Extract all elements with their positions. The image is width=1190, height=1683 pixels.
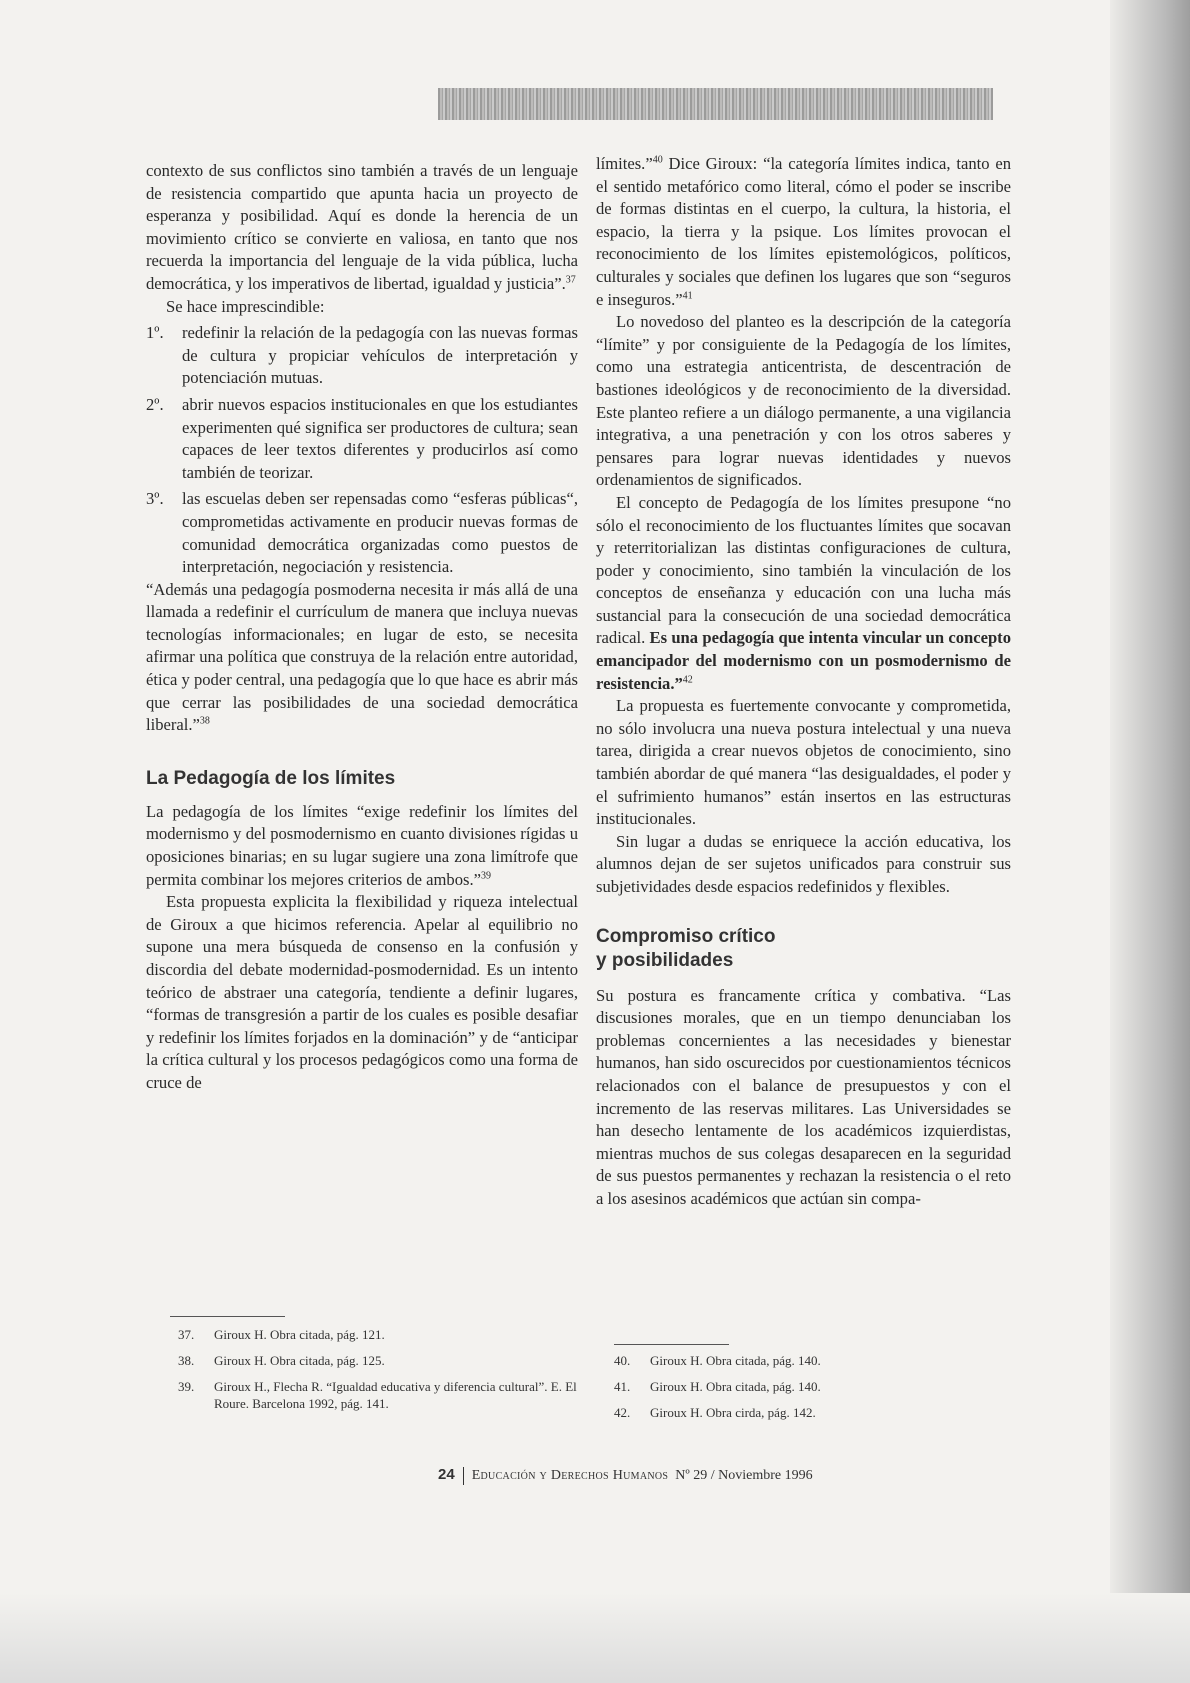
- publication-name: Educación y Derechos Humanos: [471, 1468, 669, 1483]
- footer-divider: [463, 1467, 464, 1485]
- issue-info: Nº 29 / Noviembre 1996: [675, 1468, 813, 1483]
- footnote-rule: [170, 1316, 285, 1317]
- numbered-list: [146, 322, 578, 579]
- intro-paragraph: contexto de sus conflictos sino también a través de un lenguaje de resistencia compartido que apunta hacia un proyecto de esperanza y posibilidad. Aquí es donde la herencia de un movimiento crítico se convierte en valiosa, en tanto que nos recuerda la importancia del lenguaje de la vida pública, lucha democrática, y los imperativos de libertad, igualdad y justicia”.$^{37}$: [146, 161, 578, 293]
- page-edge-shadow: [1110, 0, 1190, 1683]
- page-number: 24: [438, 1466, 455, 1483]
- section-heading: La Pedagogía de los límites: [146, 767, 396, 789]
- list-text: las escuelas deben ser repensadas como “esferas públicas“, comprometidas activamente en producir nuevas formas de comunidad democrática organizadas como puestos de interpretación, negociación y resistencia.: [182, 489, 578, 577]
- footnote-rule: [614, 1344, 729, 1345]
- bottom-shadow: [0, 1593, 1190, 1683]
- footnote: 42. Giroux H. Obra cirda, pág. 142.: [614, 1405, 816, 1420]
- footnote-ref: 38: [199, 715, 210, 727]
- footnote-ref: 41: [682, 290, 693, 302]
- footnotes-right: [614, 1352, 994, 1430]
- left-column: [146, 160, 578, 1095]
- body-paragraph: Lo novedoso del planteo es la descripción de la categoría “límite” y por consiguiente de la Pedagogía de los límites, como una estrategia anticentrista, de descentración de bastiones ideológicos y de reconocimiento de la diversidad. Este planteo refiere a un diálogo permanente, a una vigilancia integrativa, a una penetración y con los otros saberes y pensares para lograr nuevas identidades y nuevos ordenamientos de significados.: [596, 312, 1011, 490]
- body-paragraph: El concepto de Pedagogía de los límites presupone “no sólo el reconocimiento de los fluctuantes límites que socavan y reterritorializan las distintas configuraciones de cultura, poder y conocimiento, sino también la vinculación de los conceptos de enseñanza y educación con una lucha más sustancial para la consecución de una sociedad democrática radical. Es una pedagogía que intenta vincular un concepto emancipador del modernismo con un posmodernismo de resistencia.”$^{42}$: [596, 492, 1011, 693]
- footnotes-left: [178, 1326, 578, 1421]
- footnote-ref: 37: [565, 274, 576, 286]
- footnote: 41. Giroux H. Obra citada, pág. 140.: [614, 1379, 821, 1394]
- page-footer: [438, 1466, 813, 1485]
- section-heading: Compromiso crítico y posibilidades: [596, 925, 776, 971]
- body-paragraph: Sin lugar a dudas se enriquece la acción educativa, los alumnos dejan de ser sujetos unificados para construir sus subjetividades desde espacios redefinidos y flexibles.: [596, 831, 1011, 896]
- right-column: [596, 153, 1011, 1211]
- list-number: 2º.: [146, 394, 164, 414]
- footnote-ref: 40: [652, 154, 663, 166]
- list-item: [146, 488, 578, 578]
- footnote-ref: 39: [481, 870, 491, 882]
- footnote-ref: 42: [682, 674, 693, 686]
- list-number: 3º.: [146, 489, 164, 509]
- body-paragraph: La propuesta es fuertemente convocante y comprometida, no sólo involucra una nueva postura intelectual y una nueva tarea, dirigida a crear nuevos objetos de conocimiento, sino también abordar de qué manera “las desigualdades, el poder y el sufrimiento humanos” están insertos en las estructuras institucionales.: [596, 696, 1011, 829]
- list-text: abrir nuevos espacios institucionales en que los estudiantes experimenten qué significa ser productores de cultura; sean capaces de leer textos diferentes y producirlos así como también de teorizar.: [182, 394, 578, 482]
- list-number: 1º.: [146, 323, 164, 343]
- header-band: [438, 88, 993, 120]
- footnote: 37. Giroux H. Obra citada, pág. 121.: [178, 1327, 385, 1342]
- body-paragraph: Esta propuesta explicita la flexibilidad y riqueza intelectual de Giroux a que hicimos referencia. Apelar al equilibrio no supone una mera búsqueda de consenso en la confusión y discordia del debate modernidad-posmodernidad. Es un intento teórico de abstraer una categoría, tendiente a definir lugares, “formas de transgresión a partir de los cuales es posible desafiar y redefinir los límites forjados en la dominación” y de “anticipar la crítica cultural y los procesos pedagógicos como una forma de cruce de: [146, 892, 578, 1092]
- body-paragraph: La pedagogía de los límites “exige redefinir los límites del modernismo y del posmodernismo en cuanto divisiones rígidas u oposiciones binarias; en su lugar sugiere una zona limítrofe que permita combinar los mejores criterios de ambos.”$^{39}$: [146, 801, 578, 889]
- list-item: [146, 394, 578, 484]
- footnote: 38. Giroux H. Obra citada, pág. 125.: [178, 1353, 385, 1368]
- lead-text: Se hace imprescindible:: [166, 296, 325, 316]
- footnote: 39. Giroux H., Flecha R. “Igualdad educativa y diferencia cultural”. E. El Roure. Barcelona 1992, pág. 141.: [178, 1379, 577, 1411]
- bold-emphasis: Es una pedagogía que intenta vincular un concepto emancipador del modernismo con un posmodernismo de resistencia.”: [596, 628, 1011, 693]
- body-paragraph: límites.”$^{40}$ Dice Giroux: “la categoría límites indica, tanto en el sentido metafórico como literal, cómo el poder se inscribe de formas distintas en el cuerpo, la cultura, la historia, el espacio, la tierra y la psique. Los límites provocan el reconocimiento de los límites epistemológicos, políticos, culturales y sociales que definen los lugares que son “seguros e inseguros.”$^{41}$: [596, 154, 1011, 309]
- footnote: 40. Giroux H. Obra citada, pág. 140.: [614, 1353, 821, 1368]
- list-text: redefinir la relación de la pedagogía con las nuevas formas de cultura y propiciar vehículos de interpretación y potenciación mutuas.: [182, 323, 578, 388]
- body-paragraph: Su postura es francamente crítica y combativa. “Las discusiones morales, que en un tiempo denunciaban los problemas concernientes a las necesidades y bienestar humanos, han sido oscurecidos por cuestionamientos técnicos relacionados con el balance de presupuestos y con el incremento de las reservas militares. Las Universidades se han desecho lentamente de los académicos izquierdistas, mientras muchos de sus colegas desaparecen en la seguridad de sus puestos permanentes y rechazan la resistencia o el reto a los asesinos académicos que actúan sin compa-: [596, 985, 1011, 1208]
- quote-paragraph: “Además una pedagogía posmoderna necesita ir más allá de una llamada a redefinir el currículum de manera que incluya nuevas tecnologías informacionales; en lugar de esto, se necesita afirmar una política que construya de la relación entre autoridad, ética y poder central, una pedagogía que lo que hace es abrir más que cerrar las posibilidades de una sociedad democrática liberal.”$^{38}$: [146, 579, 578, 735]
- list-item: [146, 322, 578, 390]
